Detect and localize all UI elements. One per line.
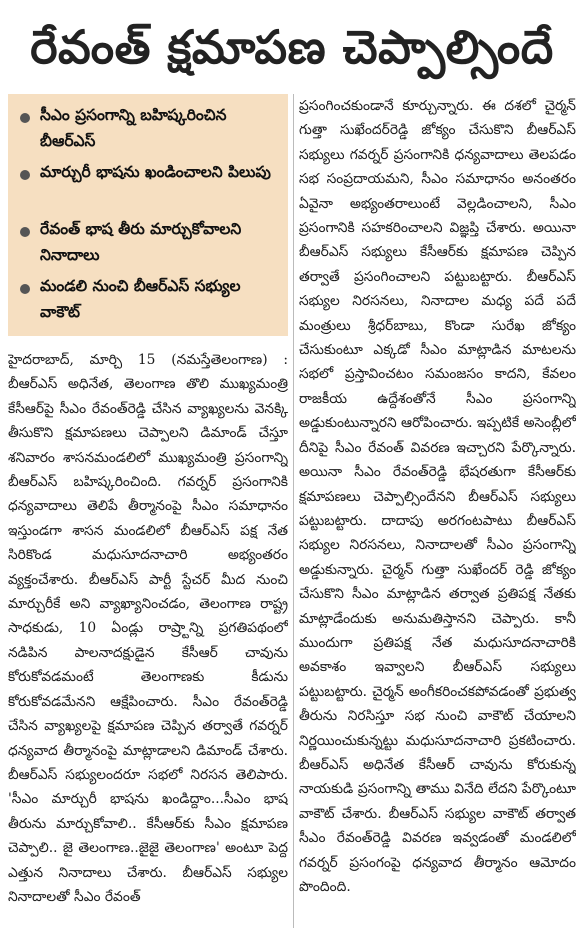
highlight-item [20,159,278,216]
highlight-text: మార్చురీ భాషను ఖండించాలని పిలుపు [40,163,271,181]
highlight-text: సీఎం ప్రసంగాన్ని బహిష్కరించిన బీఆర్ఎస్ [40,106,227,150]
left-column [8,94,288,928]
bullet-icon [20,170,30,180]
highlight-item [20,216,278,273]
article-body-right: ప్రసంగించకుండానే కూర్చున్నారు. ఈ దశలో చైర్మన్ గుత్తా సుఖేందర్‌రెడ్డి జోక్యం చేసుకొని బీఆర్ఎస్ సభ్యులు గవర్నర్ ప్రసంగానికి ధన్యవాదాలు తెలపడం సభ సంప్రదాయమని, సీఎం సమాధానం అనంతరం ఏవైనా అభ్యంతరాలుంటే వెల్లడించాలని, సీఎం ప్రసంగానికి సహకరించాలని విజ్ఞప్తి చేశారు. అయినా బీఆర్ఎస్ సభ్యులు కేసీఆర్‌కు క్షమాపణ చెప్పిన తర్వాతే ప్రసంగించాలని పట్టుబట్టారు. బీఆర్ఎస్ సభ్యుల నిరసనలు, నినాదాల మధ్య పదే పదే మంత్రులు శ్రీధర్‌బాబు, కొండా సురేఖ జోక్యం చేసుకుంటూ ఎక్కడో సీఎం మాట్లాడిన మాటలను సభలో ప్రస్తావించటం సమంజసం కాదని, కేవలం రాజకీయ ఉద్దేశంతోనే సీఎం ప్రసంగాన్ని అడ్డుకుంటున్నారని ఆరోపించారు. ఇప్పటికే అసెంబ్లీలో దీనిపై సీఎం రేవంత్ వివరణ ఇచ్చారని పేర్కొన్నారు. అయినా సీఎం రేవంత్‌రెడ్డి భేషరతుగా కేసీఆర్‌కు క్షమాపణలు చెప్పాల్సిందేనని బీఆర్ఎస్ సభ్యులు పట్టుబట్టారు. దాదాపు అరగంటపాటు బీఆర్ఎస్ సభ్యుల నిరసనలు, నినాదాలతో సీఎం ప్రసంగాన్ని అడ్డుకున్నారు. చైర్మన్ గుత్తా సుఖేందర్ రెడ్డి జోక్యం చేసుకొని సీఎం మాట్లాడిన తర్వాత ప్రతిపక్ష నేతకు మాట్లాడేందుకు అనుమతిస్తానని చెప్పారు. కానీ ముందుగా ప్రతిపక్ష నేత మధుసూదనాచారికి అవకాశం ఇవ్వాలని బీఆర్ఎస్ సభ్యులు పట్టుబట్టారు. చైర్మన్ అంగీకరించకపోవడంతో ప్రభుత్వ తీరును నిరసిస్తూ సభ నుంచి వాకౌట్ చేయాలని నిర్ణయించుకున్నట్టు మధుసూదనాచారి ప్రకటించారు. బీఆర్ఎస్ అధినేత కేసీఆర్ చావును కోరుకున్న నాయకుడి ప్రసంగాన్ని తాము వినేది లేదని పేర్కొంటూ వాకౌట్ చేశారు. బీఆర్ఎస్ సభ్యుల వాకౌట్ తర్వాత సీఎం రేవంత్‌రెడ్డి వివరణ ఇవ్వడంతో మండలిలో గవర్నర్ ప్రసంగంపై ధన్యవాద తీర్మానం ఆమోదం పొందింది. [299,98,576,895]
highlights-box [8,94,288,336]
bullet-icon [20,113,30,123]
article-body-left: హైదరాబాద్, మార్చి 15 (నమస్తేతెలంగాణ) : బీఆర్ఎస్ అధినేత, తెలంగాణ తొలి ముఖ్యమంత్రి కేసీఆర్‌పై సీఎం రేవంత్‌రెడ్డి చేసిన వ్యాఖ్యలను వెనక్కి తీసుకొని క్షమాపణలు చెప్పాలని డిమాండ్ చేస్తూ శనివారం శాసనమండలిలో ముఖ్యమంత్రి ప్రసంగాన్ని బీఆర్ఎస్ బహిష్కరించింది. గవర్నర్ ప్రసంగానికి ధన్యవాదాలు తెలిపే తీర్మానంపై సీఎం సమాధానం ఇస్తుండగా శాసన మండలిలో బీఆర్ఎస్ పక్ష నేత సిరికొండ మధుసూదనాచారి అభ్యంతరం వ్యక్తంచేశారు. బీఆర్ఎస్ పార్టీ స్టేచర్ మీద నుంచి మార్చురీకే అని వ్యాఖ్యానించడం, తెలంగాణ రాష్ట్ర సాధకుడు, 10 ఏండ్లు రాష్ర్టాన్ని ప్రగతిపథంలో నడిపిన పాలనాదక్షుడైన కేసీఆర్ చావును కోరుకోవడమంటే తెలంగాణకు కీడును కోరుకోవడమేనని ఆక్షేపించారు. సీఎం రేవంత్‌రెడ్డి చేసిన వ్యాఖ్యలపై క్షమాపణ చెప్పిన తర్వాతే గవర్నర్ ధన్యవాద తీర్మానంపై మాట్లాడాలని డిమాండ్ చేశారు. బీఆర్ఎస్ సభ్యులందరూ సభలో నిరసన తెలిపారు. 'సీఎం మార్చురీ భాషను ఖండిద్దాం...సీఎం భాష తీరును మార్చుకోవాలి.. కేసీఆర్‌కు సీఎం క్షమాపణ చెప్పాలి.. జై తెలంగాణ..జైజై తెలంగాణ' అంటూ పెద్ద ఎత్తున నినాదాలు చేశారు. బీఆర్ఎస్ సభ్యుల నినాదాలతో సీఎం రేవంత్ [8,352,288,905]
right-column [299,94,576,928]
bullet-icon [20,227,30,237]
bullet-icon [20,284,30,294]
highlight-item [20,273,278,330]
column-divider [293,94,294,928]
highlight-text: రేవంత్ భాష తీరు మార్చుకోవాలని నినాదాలు [40,220,242,264]
headline: రేవంత్ క్షమాపణ చెప్పాల్సిందే [30,20,554,74]
highlight-text: మండలి నుంచి బీఆర్ఎస్ సభ్యుల వాకౌట్ [40,277,241,321]
highlight-item [20,102,278,159]
